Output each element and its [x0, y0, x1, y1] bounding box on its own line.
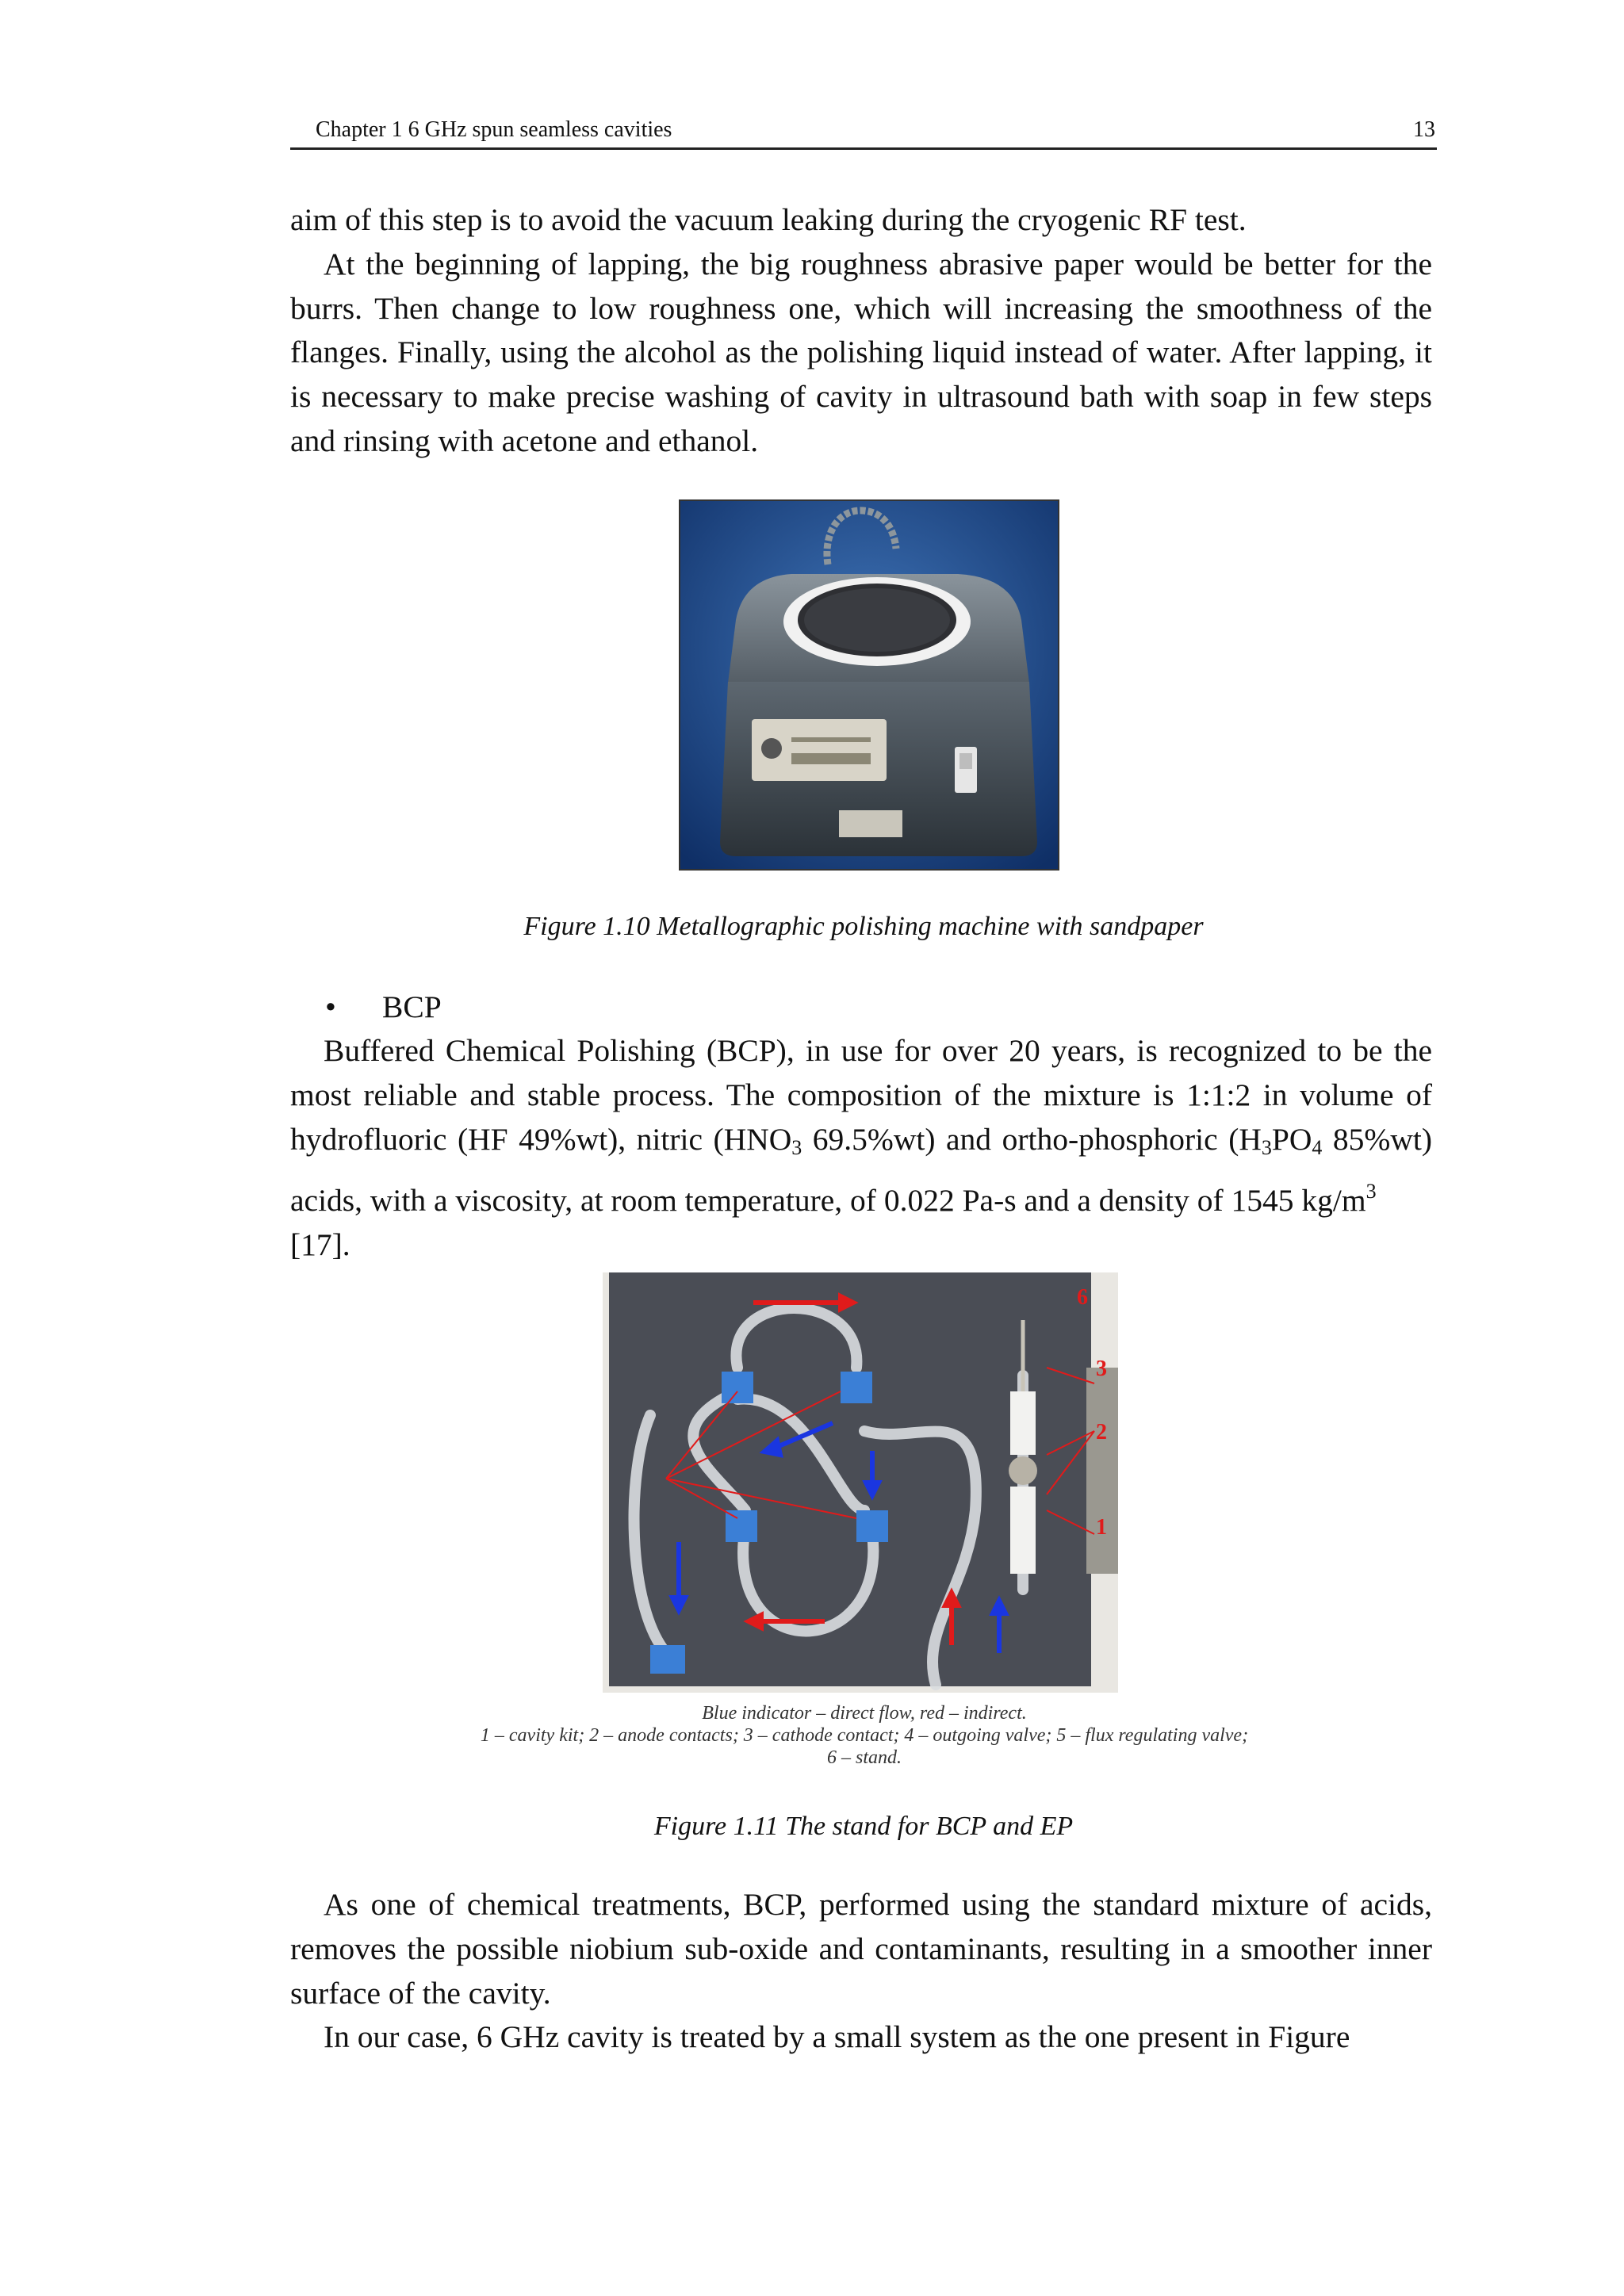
chemical-treatment-text-block [290, 1883, 1432, 2060]
bullet-symbol: • [325, 989, 336, 1024]
superscript-m3: 3 [1365, 1180, 1377, 1203]
label-1: 1 [1096, 1515, 1107, 1540]
page-number: 13 [1413, 117, 1435, 142]
label-6: 6 [1077, 1285, 1088, 1310]
subscript-hno3: 3 [791, 1135, 802, 1159]
intro-text-block [290, 198, 1432, 464]
paragraph-bcp [290, 1029, 1432, 1268]
chapter-title: Chapter 1 6 GHz spun seamless cavities [316, 117, 672, 142]
bcp-stand-image [603, 1272, 1118, 1693]
label-3: 3 [1096, 1357, 1107, 1381]
polishing-machine-image [680, 501, 1058, 869]
figure-1-11-legend-line3: 6 – stand. [826, 1747, 902, 1768]
bcp-text-block [290, 1029, 1432, 1268]
bcp-text-b: 69.5%wt) and ortho-phosphoric (H [802, 1121, 1262, 1157]
running-header [290, 116, 1437, 150]
label-2: 2 [1096, 1420, 1107, 1445]
figure-1-11-caption: Figure 1.11 The stand for BCP and EP [653, 1812, 1074, 1841]
paragraph-lapping: At the beginning of lapping, the big roughness abrasive paper would be better for the burrs. Then change to low roughness one, which will increasing the smoothness of the flanges. Finally, using the alcohol as the polishing liquid instead of water. After lapping, it is necessary to make precise washing of cavity in ultrasound bath with soap in few steps and rinsing with acetone and ethanol. [290, 246, 1432, 458]
subscript-h3: 3 [1261, 1135, 1272, 1159]
figure-polishing-machine [679, 499, 1059, 871]
subscript-po4: 4 [1312, 1135, 1323, 1159]
figure-1-11-legend-line2: 1 – cavity kit; 2 – anode contacts; 3 – cathode contact; 4 – outgoing valve; 5 – flux regulating valve; [480, 1725, 1249, 1746]
bullet-bcp [325, 985, 442, 1029]
figure-1-11-legend-line1: Blue indicator – direct flow, red – indirect. [702, 1703, 1027, 1724]
paragraph-chemical-treatment: As one of chemical treatments, BCP, performed using the standard mixture of acids, removes the possible niobium sub-oxide and contaminants, resulting in a smoother inner surface of the cavity. [290, 1887, 1432, 2011]
bullet-label: BCP [382, 989, 442, 1024]
paragraph-continuation: aim of this step is to avoid the vacuum leaking during the cryogenic RF test. [290, 202, 1247, 237]
figure-1-10-caption: Figure 1.10 Metallographic polishing machine with sandpaper [523, 912, 1204, 941]
paragraph-our-case: In our case, 6 GHz cavity is treated by a small system as the one present in Figure [324, 2019, 1350, 2055]
bcp-text-e: [17]. [290, 1227, 350, 1263]
bcp-text-c: PO [1271, 1121, 1312, 1157]
bcp-text-d: 85%wt) acids, with a viscosity, at room temperature, of 0.022 Pa-s and a density of 1545 kg/m [290, 1121, 1432, 1219]
figure-bcp-stand [603, 1272, 1118, 1693]
bcp-text-a: Buffered Chemical Polishing (BCP), in use for over 20 years, is recognized to be the most reliable and stable process. The composition of the mixture is 1:1:2 in volume of hydrofluoric (HF 49%wt), nitric (HNO [290, 1033, 1432, 1157]
